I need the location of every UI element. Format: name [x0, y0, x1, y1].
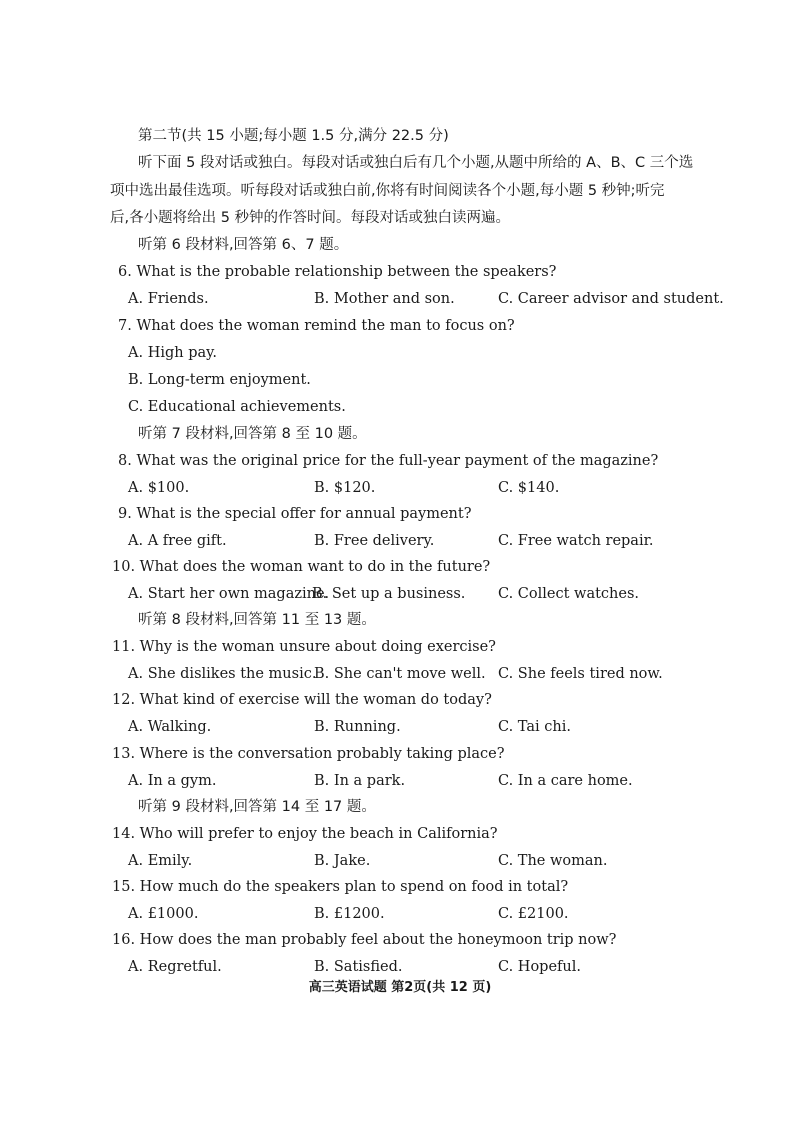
section-header: 第二节(共 15 小题;每小题 1.5 分,满分 22.5 分) [138, 128, 449, 144]
question-10-stem: 10. What does the woman want to do in the future? [112, 559, 491, 575]
question-14-option-a: A. Emily. [128, 853, 193, 869]
question-16-option-a: A. Regretful. [128, 959, 222, 975]
question-12-option-b: B. Running. [314, 719, 401, 735]
question-12-option-a: A. Walking. [128, 719, 212, 735]
instruction-line-2: 项中选出最佳选项。听每段对话或独白前,你将有时间阅读各个小题,每小题 5 秒钟;听完 [110, 183, 665, 199]
page-footer: 高三英语试题 第2页(共 12 页) [308, 980, 492, 995]
question-10-option-c: C. Collect watches. [498, 586, 640, 602]
question-11-option-c: C. She feels tired now. [498, 666, 663, 682]
question-6-stem: 6. What is the probable relationship between the speakers? [118, 264, 557, 280]
material-8-heading: 听第 8 段材料,回答第 11 至 13 题。 [138, 612, 376, 628]
question-10-options [0, 585, 800, 603]
material-6-heading: 听第 6 段材料,回答第 6、7 题。 [138, 237, 349, 253]
material-7-heading: 听第 7 段材料,回答第 8 至 10 题。 [138, 426, 367, 442]
question-10-option-a: A. Start her own magazine. [128, 586, 330, 602]
question-11-option-a: A. She dislikes the music. [128, 666, 317, 682]
question-15-stem: 15. How much do the speakers plan to spend on food in total? [112, 879, 569, 895]
question-14-option-b: B. Jake. [314, 853, 371, 869]
question-13-stem: 13. Where is the conversation probably taking place? [112, 746, 505, 762]
question-9-option-b: B. Free delivery. [314, 533, 435, 549]
question-16-option-b: B. Satisfied. [314, 959, 403, 975]
question-6-option-b: B. Mother and son. [314, 291, 455, 307]
question-14-stem: 14. Who will prefer to enjoy the beach in California? [112, 826, 498, 842]
question-7-stem: 7. What does the woman remind the man to focus on? [118, 318, 515, 334]
question-13-option-c: C. In a care home. [498, 773, 633, 789]
question-6-option-c: C. Career advisor and student. [498, 291, 724, 307]
question-15-options [0, 905, 800, 923]
question-7-option-a: A. High pay. [128, 345, 218, 361]
question-8-options [0, 479, 800, 497]
question-10-option-b: B. Set up a business. [312, 586, 466, 602]
question-12-options [0, 718, 800, 736]
question-12-option-c: C. Tai chi. [498, 719, 571, 735]
instruction-line-1: 听下面 5 段对话或独白。每段对话或独白后有几个小题,从题中所给的 A、B、C 三个选 [138, 155, 694, 171]
question-16-option-c: C. Hopeful. [498, 959, 581, 975]
question-8-option-b: B. $120. [314, 480, 376, 496]
question-11-options [0, 665, 800, 683]
question-16-options [0, 958, 800, 976]
question-14-option-c: C. The woman. [498, 853, 608, 869]
question-11-stem: 11. Why is the woman unsure about doing exercise? [112, 639, 496, 655]
question-8-stem: 8. What was the original price for the full-year payment of the magazine? [118, 453, 659, 469]
question-13-option-b: B. In a park. [314, 773, 406, 789]
question-9-options [0, 532, 800, 550]
question-12-stem: 12. What kind of exercise will the woman do today? [112, 692, 492, 708]
question-9-option-c: C. Free watch repair. [498, 533, 654, 549]
question-7-option-c: C. Educational achievements. [128, 399, 346, 415]
question-6-option-a: A. Friends. [128, 291, 209, 307]
question-6-options [0, 290, 800, 308]
question-8-option-a: A. $100. [128, 480, 190, 496]
question-15-option-c: C. £2100. [498, 906, 569, 922]
material-9-heading: 听第 9 段材料,回答第 14 至 17 题。 [138, 799, 376, 815]
question-11-option-b: B. She can't move well. [314, 666, 486, 682]
question-13-option-a: A. In a gym. [128, 773, 217, 789]
question-16-stem: 16. How does the man probably feel about the honeymoon trip now? [112, 932, 617, 948]
question-15-option-b: B. £1200. [314, 906, 385, 922]
question-9-option-a: A. A free gift. [128, 533, 227, 549]
question-15-option-a: A. £1000. [128, 906, 199, 922]
question-14-options [0, 852, 800, 870]
question-13-options [0, 772, 800, 790]
question-8-option-c: C. $140. [498, 480, 560, 496]
question-7-option-b: B. Long-term enjoyment. [128, 372, 311, 388]
question-9-stem: 9. What is the special offer for annual payment? [118, 506, 472, 522]
instruction-line-3: 后,各小题将给出 5 秒钟的作答时间。每段对话或独白读两遍。 [110, 210, 511, 226]
